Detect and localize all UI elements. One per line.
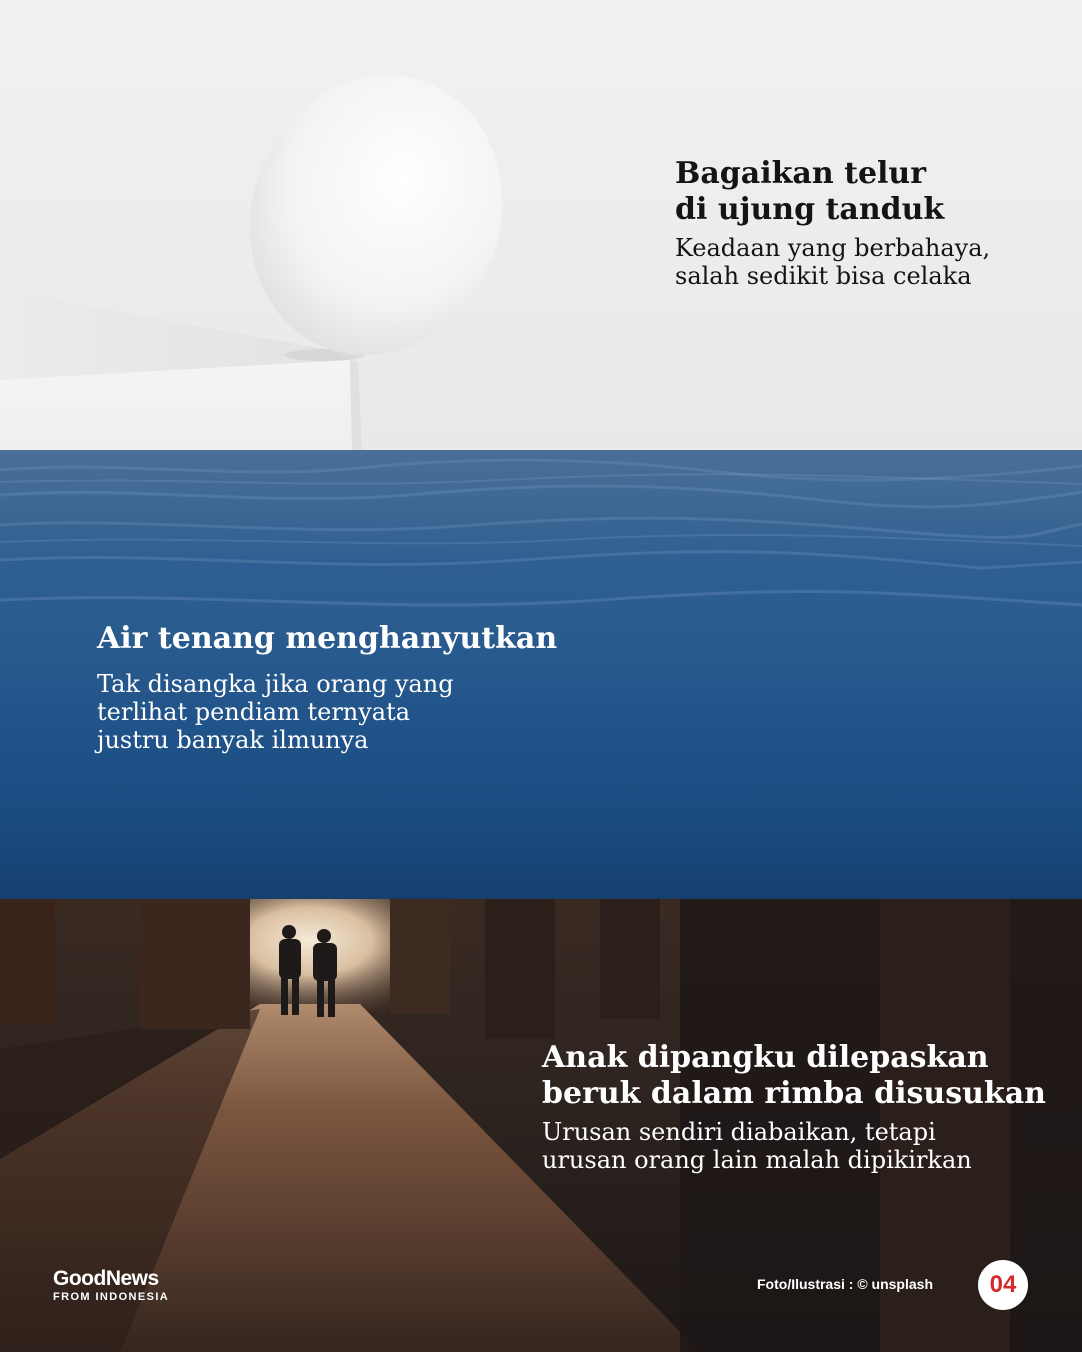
egg-section-description: Keadaan yang berbahaya, salah sedikit bisa celaka (675, 234, 991, 290)
egg-section-title: Bagaikan telur di ujung tanduk (675, 156, 945, 227)
goodnews-logo: GoodNews FROM INDONESIA (53, 1267, 170, 1303)
forest-section-title: Anak dipangku dilepaskan beruk dalam rimba disusukan (542, 1040, 1046, 1111)
egg-photo-panel (0, 0, 1082, 450)
photo-credit: Foto/Ilustrasi : © unsplash (757, 1276, 933, 1292)
page-number: 04 (989, 1271, 1017, 1298)
water-section-description: Tak disangka jika orang yang terlihat pendiam ternyata justru banyak ilmunya (97, 670, 454, 754)
water-section-title: Air tenang menghanyutkan (97, 621, 558, 656)
water-photo-panel (0, 450, 1082, 899)
forest-section-description: Urusan sendiri diabaikan, tetapi urusan orang lain malah dipikirkan (542, 1118, 972, 1174)
page-number-badge (978, 1260, 1028, 1310)
